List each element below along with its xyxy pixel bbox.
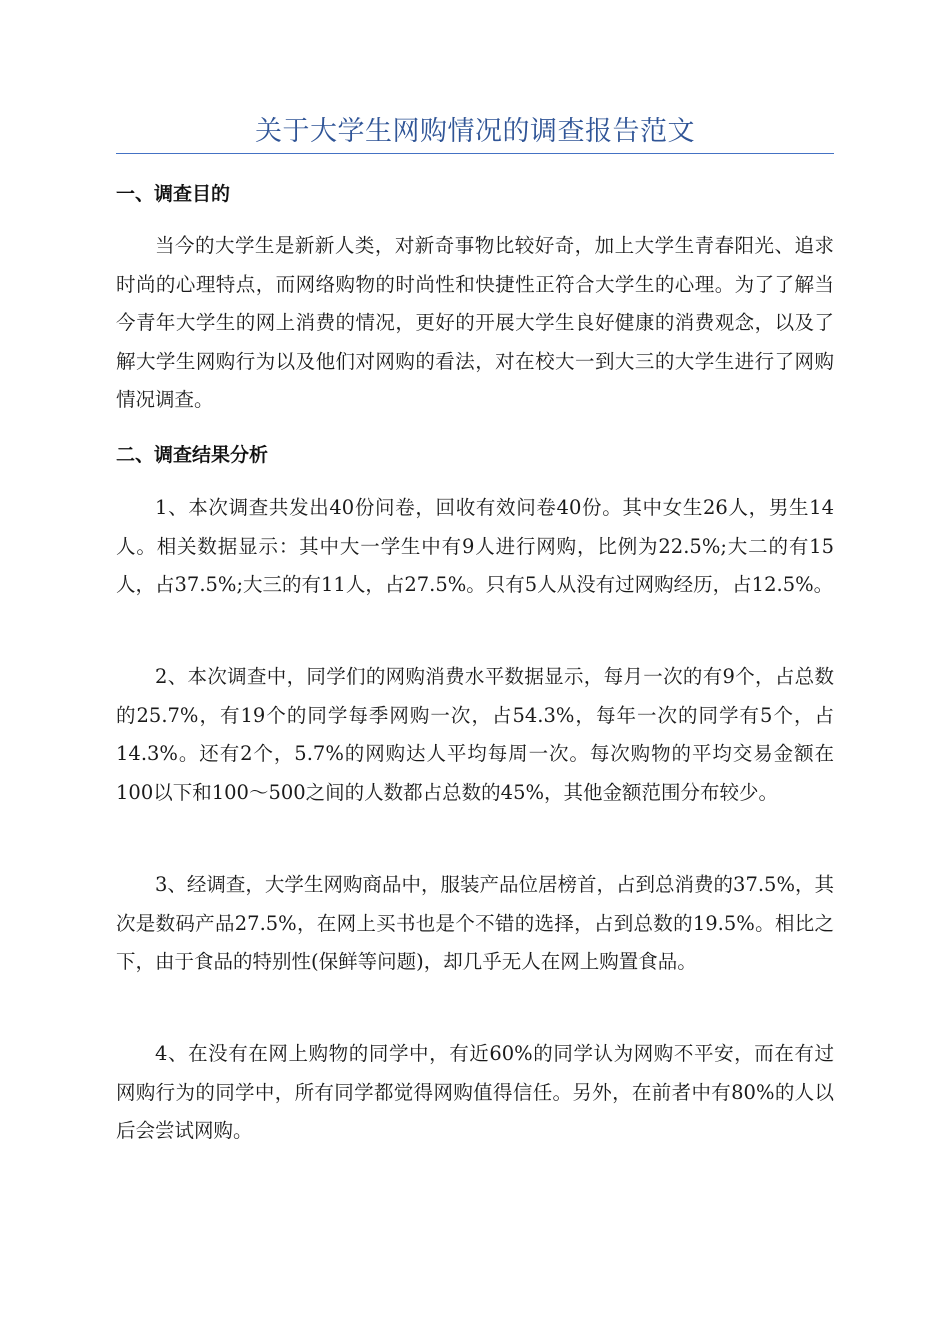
document-title: 关于大学生网购情况的调查报告范文 [255, 116, 695, 147]
paragraph-analysis-2: 2、本次调查中，同学们的网购消费水平数据显示，每月一次的有9个，占总数的25.7%，有19个的同学每季网购一次，占54.3%，每年一次的同学有5个，占14.3%。还有2个，5.7%的网购达人平均每周一次。每次购物的平均交易金额在100以下和100～500之间的人数都占总数的45%，其他金额范围分布较少。 [116, 665, 834, 804]
section-heading-purpose: 一、调查目的 [116, 183, 231, 205]
title-underline [116, 153, 834, 154]
paragraph-analysis-4: 4、在没有在网上购物的同学中，有近60%的同学认为网购不平安，而在有过网购行为的同学中，所有同学都觉得网购值得信任。另外，在前者中有80%的人以后会尝试网购。 [116, 1042, 834, 1142]
paragraph-analysis-3: 3、经调查，大学生网购商品中，服装产品位居榜首，占到总消费的37.5%，其次是数码产品27.5%，在网上买书也是个不错的选择，占到总数的19.5%。相比之下，由于食品的特别性(保鲜等问题)，却几乎无人在网上购置食品。 [116, 873, 834, 973]
section-heading-analysis: 二、调查结果分析 [116, 444, 269, 466]
paragraph-analysis-1: 1、本次调查共发出40份问卷，回收有效问卷40份。其中女生26人，男生14人。相关数据显示：其中大一学生中有9人进行网购，比例为22.5%;大二的有15人，占37.5%;大三的有11人，占27.5%。只有5人从没有过网购经历，占12.5%。 [116, 496, 834, 596]
paragraph-purpose: 当今的大学生是新新人类，对新奇事物比较好奇，加上大学生青春阳光、追求时尚的心理特点，而网络购物的时尚性和快捷性正符合大学生的心理。为了了解当今青年大学生的网上消费的情况，更好的开展大学生良好健康的消费观念，以及了解大学生网购行为以及他们对网购的看法，对在校大一到大三的大学生进行了网购情况调查。 [116, 234, 834, 411]
document-page [116, 0, 834, 1344]
